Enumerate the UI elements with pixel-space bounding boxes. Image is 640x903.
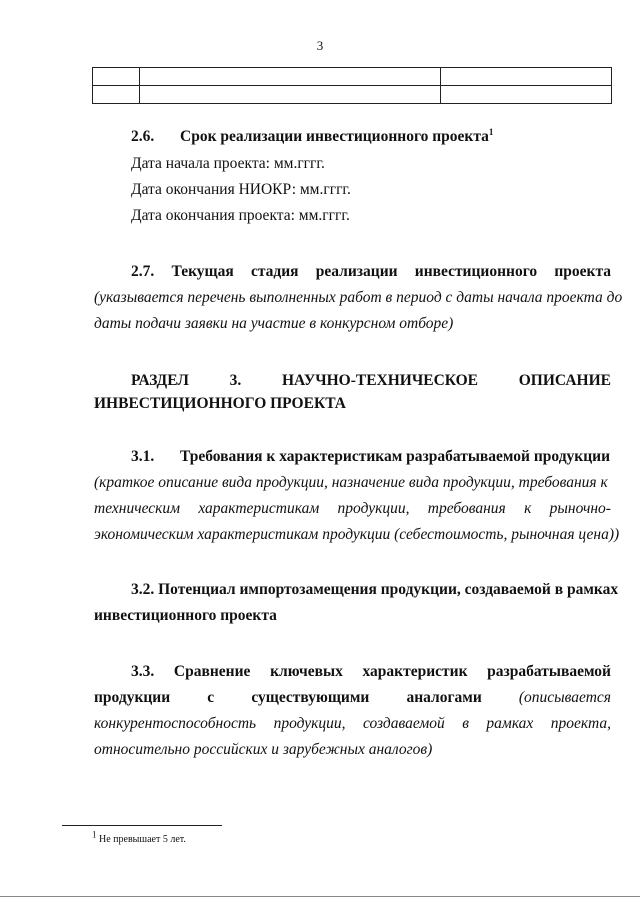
rd-end-date: Дата окончания НИОКР: мм.гггг. <box>131 181 351 198</box>
project-end-date: Дата окончания проекта: мм.гггг. <box>131 207 350 224</box>
section-3-3-heading: 3.3. Сравнение ключевых характеристик разрабатываемой <box>131 663 611 680</box>
footnote-text: Не превышает 5 лет. <box>99 834 186 845</box>
section-3-1-heading <box>131 448 610 466</box>
table-fragment <box>92 67 612 104</box>
section-3-heading-line2: ИНВЕСТИЦИОННОГО ПРОЕКТА <box>94 395 346 412</box>
section-3-heading: РАЗДЕЛ 3. НАУЧНО-ТЕХНИЧЕСКОЕ ОПИСАНИЕ <box>131 372 611 389</box>
section-title: Требования к характеристикам разрабатываемой продукции <box>180 448 611 465</box>
footnote-mark: 1 <box>92 829 97 840</box>
table-row <box>93 68 612 86</box>
section-3-2-heading-line2: инвестиционного проекта <box>94 607 277 624</box>
footnote-separator <box>62 825 222 826</box>
section-title: Срок реализации инвестиционного проекта <box>180 128 489 145</box>
section-2-6-heading <box>131 128 493 146</box>
section-2-7-note-line1: (указывается перечень выполненных работ в период с даты начала проекта до <box>94 289 623 306</box>
section-3-2-heading-line1: 3.2. Потенциал импортозамещения продукции, создаваемой в рамках <box>131 581 619 598</box>
section-3-1-note-line1: (краткое описание вида продукции, назначение вида продукции, требования к <box>94 474 608 491</box>
table-row <box>93 86 612 104</box>
table-cell <box>93 68 140 86</box>
section-3-3-line4: относительно российских и зарубежных аналогов) <box>94 741 433 758</box>
section-3-3-line3: конкурентоспособность продукции, создаваемой в рамках проекта, <box>94 715 611 732</box>
section-2-7-heading: 2.7. Текущая стадия реализации инвестиционного проекта <box>131 263 611 280</box>
table-cell <box>441 68 612 86</box>
section-3-1-note-line3: экономическим характеристикам продукции (себестоимость, рыночная цена)) <box>94 526 620 543</box>
section-2-7-note-line2: даты подачи заявки на участие в конкурсном отборе) <box>94 315 454 332</box>
table-cell <box>93 86 140 104</box>
section-3-1-note-line2: техническим характеристикам продукции, требования к рыночно- <box>94 500 611 517</box>
table-cell <box>441 86 612 104</box>
section-number: 3.1. <box>131 448 155 465</box>
section-3-3-line2: продукции с существующими аналогами (описывается <box>94 689 611 706</box>
page-edge-line <box>0 896 640 897</box>
project-start-date: Дата начала проекта: мм.гггг. <box>131 155 325 172</box>
footnote-mark: 1 <box>488 126 494 137</box>
section-number: 2.6. <box>131 128 155 145</box>
footnote <box>92 829 186 845</box>
page-number: 3 <box>316 38 324 53</box>
table-cell <box>140 86 441 104</box>
table-cell <box>140 68 441 86</box>
